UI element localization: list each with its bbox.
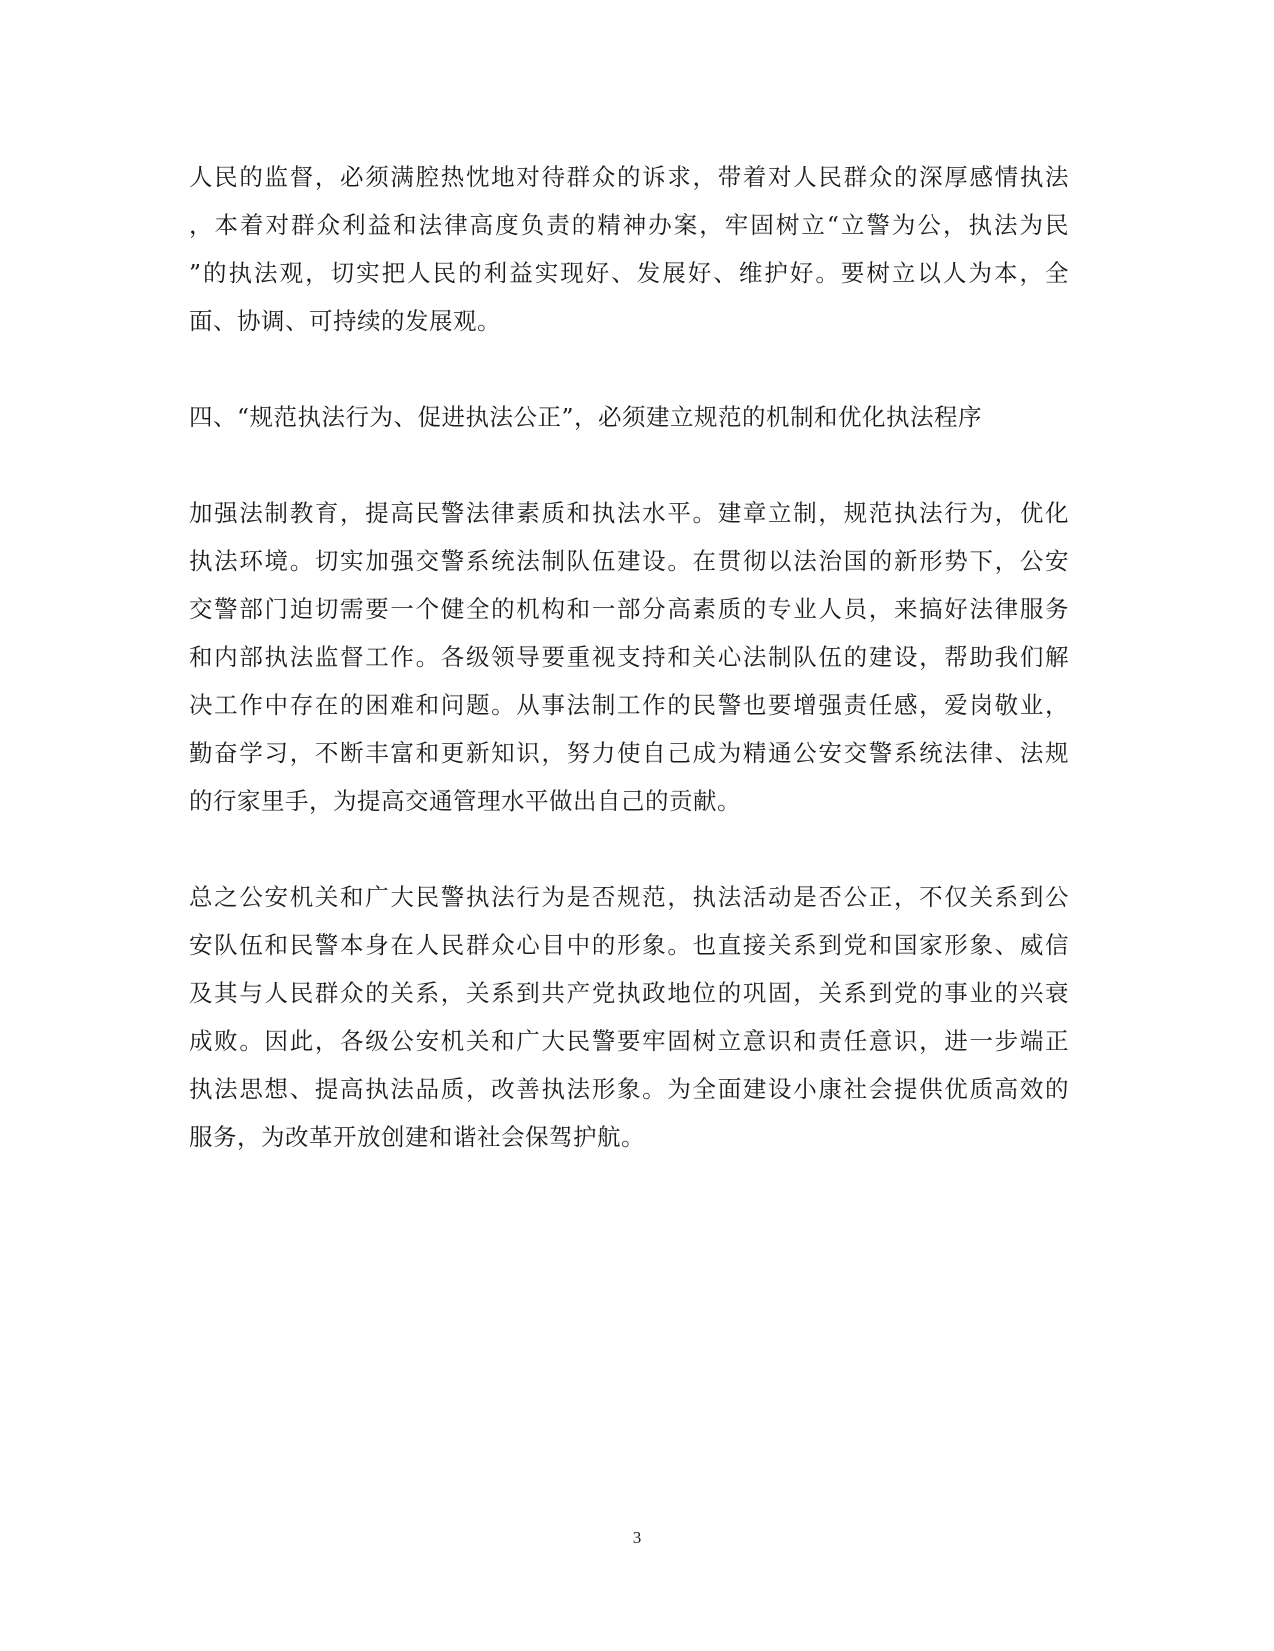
paragraph-4 bbox=[189, 873, 1069, 1161]
text-line: 加强法制教育，提高民警法律素质和执法水平。建章立制，规范执法行为，优化 bbox=[189, 499, 1069, 527]
page-number: 3 bbox=[632, 1528, 642, 1547]
text-line: 成败。因此，各级公安机关和广大民警要牢固树立意识和责任意识，进一步端正 bbox=[189, 1027, 1069, 1055]
paragraph-3 bbox=[189, 489, 1069, 825]
text-line: 执法思想、提高执法品质，改善执法形象。为全面建设小康社会提供优质高效的 bbox=[189, 1075, 1069, 1103]
text-line: 交警部门迫切需要一个健全的机构和一部分高素质的专业人员，来搞好法律服务 bbox=[189, 595, 1069, 623]
text-line: ”的执法观，切实把人民的利益实现好、发展好、维护好。要树立以人为本，全 bbox=[189, 259, 1069, 287]
text-line: 的行家里手，为提高交通管理水平做出自己的贡献。 bbox=[189, 787, 741, 815]
text-line: 和内部执法监督工作。各级领导要重视支持和关心法制队伍的建设，帮助我们解 bbox=[189, 643, 1069, 671]
paragraph-spacer bbox=[189, 345, 1069, 393]
text-line: 及其与人民群众的关系，关系到共产党执政地位的巩固，关系到党的事业的兴衰 bbox=[189, 979, 1069, 1007]
heading-line: 四、“规范执法行为、促进执法公正”，必须建立规范的机制和优化执法程序 bbox=[189, 403, 983, 431]
section-heading-4 bbox=[189, 393, 1069, 441]
paragraph-spacer bbox=[189, 825, 1069, 873]
text-line: 执法环境。切实加强交警系统法制队伍建设。在贯彻以法治国的新形势下，公安 bbox=[189, 547, 1069, 575]
text-line: 面、协调、可持续的发展观。 bbox=[189, 307, 501, 335]
text-line: 勤奋学习，不断丰富和更新知识，努力使自己成为精通公安交警系统法律、法规 bbox=[189, 739, 1069, 767]
paragraph-spacer bbox=[189, 441, 1069, 489]
text-line: 总之公安机关和广大民警执法行为是否规范，执法活动是否公正，不仅关系到公 bbox=[189, 883, 1069, 911]
text-line: 安队伍和民警本身在人民群众心目中的形象。也直接关系到党和国家形象、威信 bbox=[189, 931, 1069, 959]
text-line: 决工作中存在的困难和问题。从事法制工作的民警也要增强责任感，爱岗敬业， bbox=[189, 691, 1069, 719]
text-line: 人民的监督，必须满腔热忱地对待群众的诉求，带着对人民群众的深厚感情执法 bbox=[189, 163, 1069, 191]
document-body bbox=[189, 153, 1069, 1161]
text-line: ，本着对群众利益和法律高度负责的精神办案，牢固树立“立警为公，执法为民 bbox=[189, 211, 1069, 239]
text-line: 服务，为改革开放创建和谐社会保驾护航。 bbox=[189, 1123, 645, 1151]
paragraph-1 bbox=[189, 153, 1069, 345]
